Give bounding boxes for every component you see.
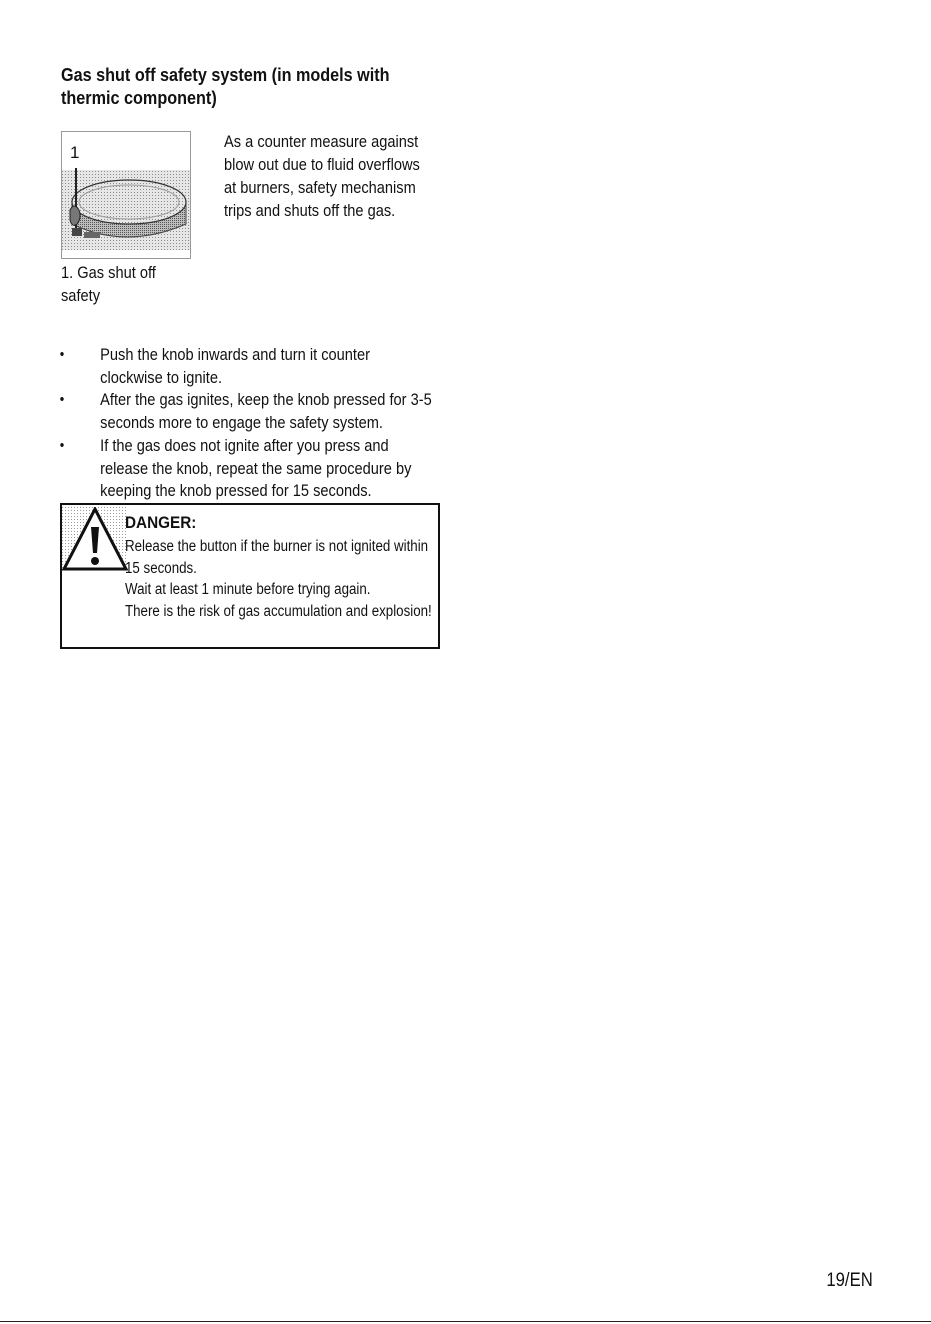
figure-callout-number: 1 xyxy=(70,143,80,162)
steps-list xyxy=(58,344,436,503)
step-text: After the gas ignites, keep the knob pressed for 3-5 seconds more to engage the safety system. xyxy=(100,390,432,433)
list-item xyxy=(58,389,436,434)
burner-figure xyxy=(61,131,191,259)
burner-illustration-icon xyxy=(62,132,190,258)
danger-notice xyxy=(60,503,440,649)
danger-line: Wait at least 1 minute before trying again. xyxy=(125,581,371,598)
figure-caption: 1. Gas shut off safety xyxy=(61,263,156,305)
danger-body xyxy=(125,536,435,622)
danger-line: There is the risk of gas accumulation and explosion! xyxy=(125,602,432,620)
danger-title: DANGER: xyxy=(125,513,197,532)
page-number: 19/EN xyxy=(826,1270,873,1291)
list-item xyxy=(58,435,436,503)
section-heading: Gas shut off safety system (in models with thermic component) xyxy=(61,65,390,108)
page-bottom-rule xyxy=(0,1321,931,1322)
bullet-icon: • xyxy=(59,391,65,409)
list-item xyxy=(58,344,436,389)
warning-triangle-icon xyxy=(62,507,128,573)
bullet-icon: • xyxy=(59,436,65,454)
intro-paragraph: As a counter measure against blow out due to fluid overflows at burners, safety mechanism trips and shuts off the gas. xyxy=(224,132,420,220)
step-text: Push the knob inwards and turn it counter clockwise to ignite. xyxy=(100,345,370,387)
bullet-icon: • xyxy=(59,346,65,363)
step-text: If the gas does not ignite after you press and release the knob, repeat the same procedure by keeping the knob pressed for 15 seconds. xyxy=(100,435,412,501)
danger-line: Release the button if the burner is not ignited within 15 seconds. xyxy=(125,538,429,577)
